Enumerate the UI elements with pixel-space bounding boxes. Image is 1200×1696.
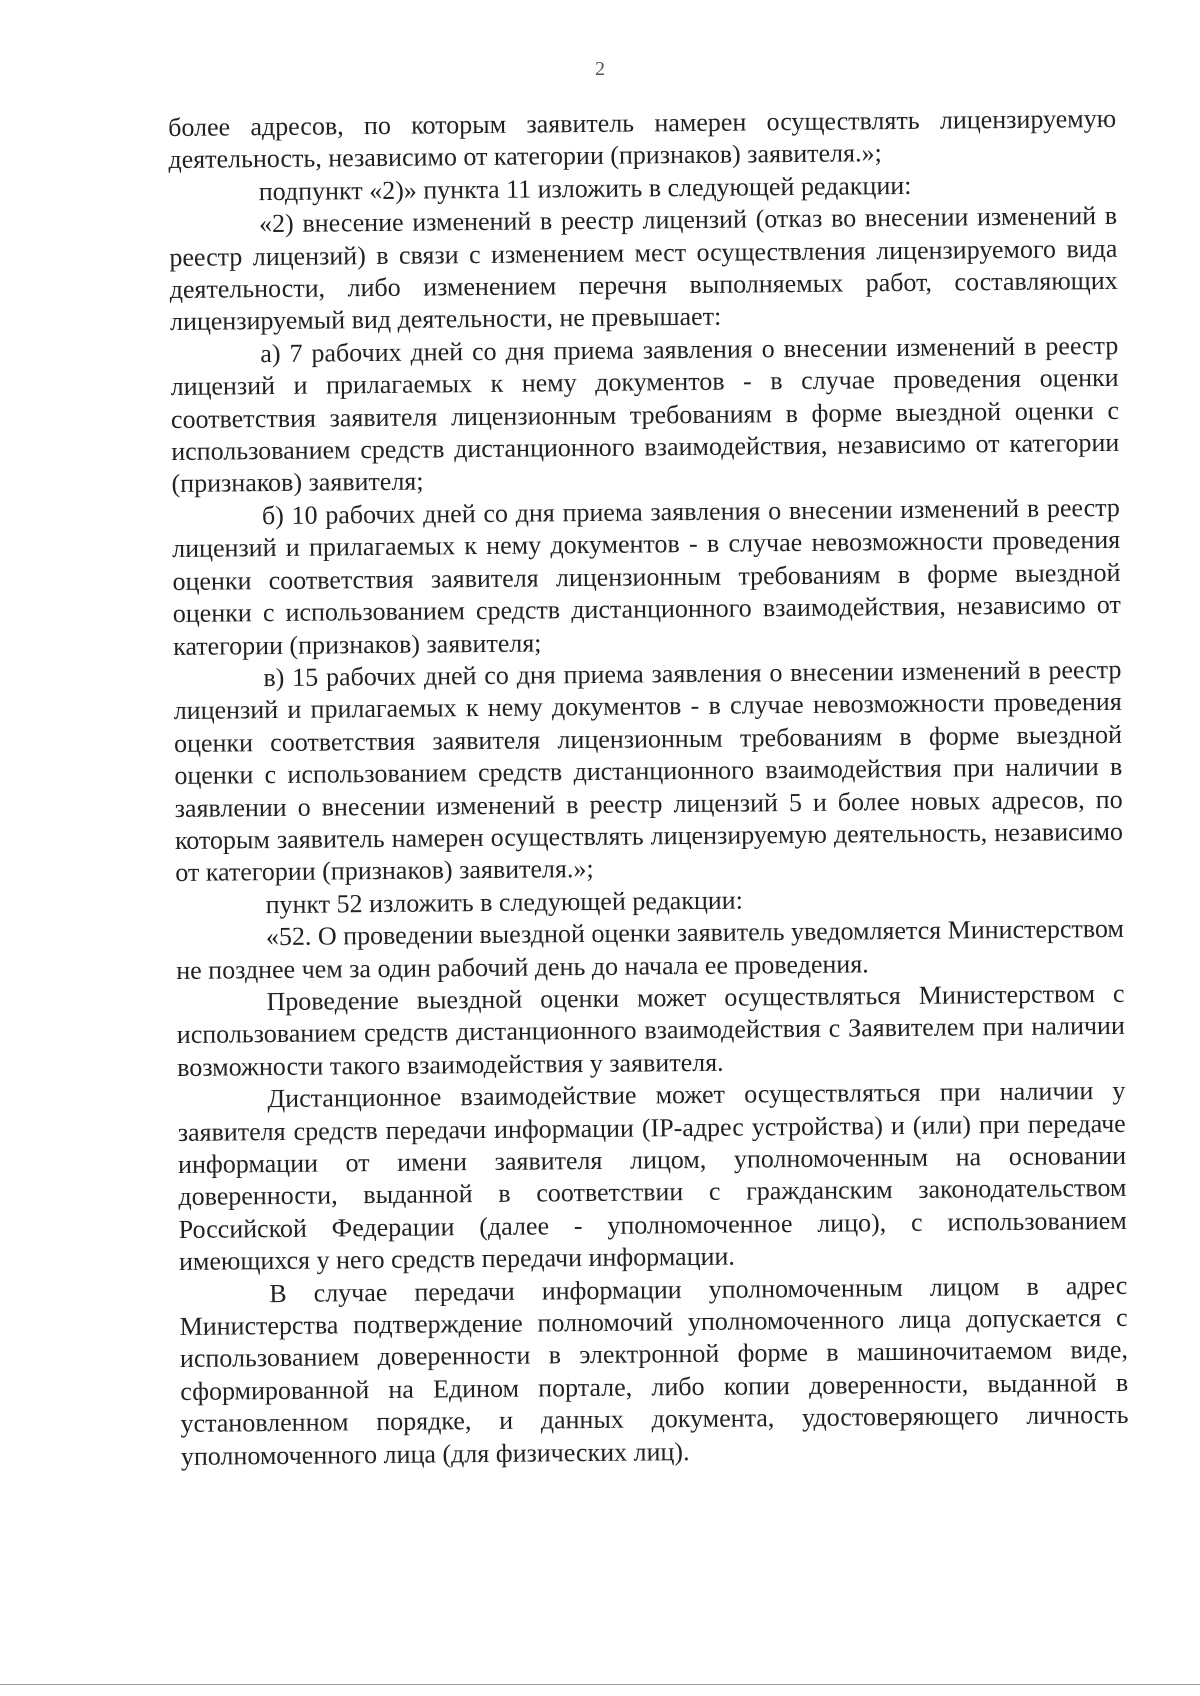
paragraph-item-b: б) 10 рабочих дней со дня приема заявления о внесении изменений в реестр лицензий и прилагаемых к нему документов - в случае невозможности проведения оценки соответствия заявителя лицензионным требованиям в форме выездной оценки с использованием средств дистанционного взаимодействия, независимо от категории (признаков) заявителя; xyxy=(172,492,1121,661)
paragraph-item-v: в) 15 рабочих дней со дня приема заявления о внесении изменений в реестр лицензий и прилагаемых к нему документов - в случае невозможности проведения оценки соответствия заявителя лицензионным требованиям в форме выездной оценки с использованием средств дистанционного взаимодействия при наличии в заявлении о внесении изменений в реестр лицензий 5 и более новых адресов, по которым заявитель намерен осуществлять лицензируемую деятельность, независимо от категории (признаков) заявителя.»; xyxy=(173,654,1124,888)
paragraph-clause-52-text: «52. О проведении выездной оценки заявитель уведомляется Министерством не позднее чем за один рабочий день до начала ее проведения. xyxy=(176,914,1125,985)
document-body xyxy=(168,103,1129,1473)
paragraph-authorized-person: В случае передачи информации уполномоченным лицом в адрес Министерства подтверждение полномочий уполномоченного лица допускается с использованием доверенности в электронной форме в машиночитаемом виде, сформированной на Едином портале, либо копии доверенности, выданной в установленном порядке, и данных документа, удостоверяющего личность уполномоченного лица (для физических лиц). xyxy=(179,1270,1129,1471)
paragraph-continuation: более адресов, по которым заявитель намерен осуществлять лицензируемую деятельность, независимо от категории (признаков) заявителя.»; xyxy=(168,103,1117,175)
paragraph-subclause-2-instruction: подпункт «2)» пункта 11 изложить в следующей редакции: xyxy=(258,170,912,206)
paragraph-remote-assessment: Проведение выездной оценки может осуществляться Министерством с использованием средств дистанционного взаимодействия с Заявителем при наличии возможности такого взаимодействия у заявителя. xyxy=(176,978,1125,1082)
page-number: 2 xyxy=(595,58,605,80)
paragraph-item-a: а) 7 рабочих дней со дня приема заявления о внесении изменений в реестр лицензий и прилагаемых к нему документов - в случае проведения оценки соответствия заявителя лицензионным требованиям в форме выездной оценки с использованием средств дистанционного взаимодействия, независимо от категории (признаков) заявителя; xyxy=(170,330,1120,499)
scan-edge-line xyxy=(0,1684,1200,1685)
paragraph-remote-interaction: Дистанционное взаимодействие может осуществляться при наличии у заявителя средств передачи информации (IP-адрес устройства) и (или) при передаче информации от имени заявителя лицом, уполномоченным на основании доверенности, выданной в соответствии с гражданским законодательством Российской Федерации (далее - уполномоченное лицо), с использованием имеющихся у него средств передачи информации. xyxy=(177,1076,1127,1277)
paragraph-subclause-2-text: «2) внесение изменений в реестр лицензий (отказ во внесении изменений в реестр лицензий) в связи с изменением мест осуществления лицензируемого вида деятельности, либо изменением перечня выполняемых работ, составляющих лицензируемый вид деятельности, не превышает: xyxy=(169,201,1118,337)
paragraph-clause-52-instruction: пункт 52 изложить в следующей редакции: xyxy=(265,885,744,919)
